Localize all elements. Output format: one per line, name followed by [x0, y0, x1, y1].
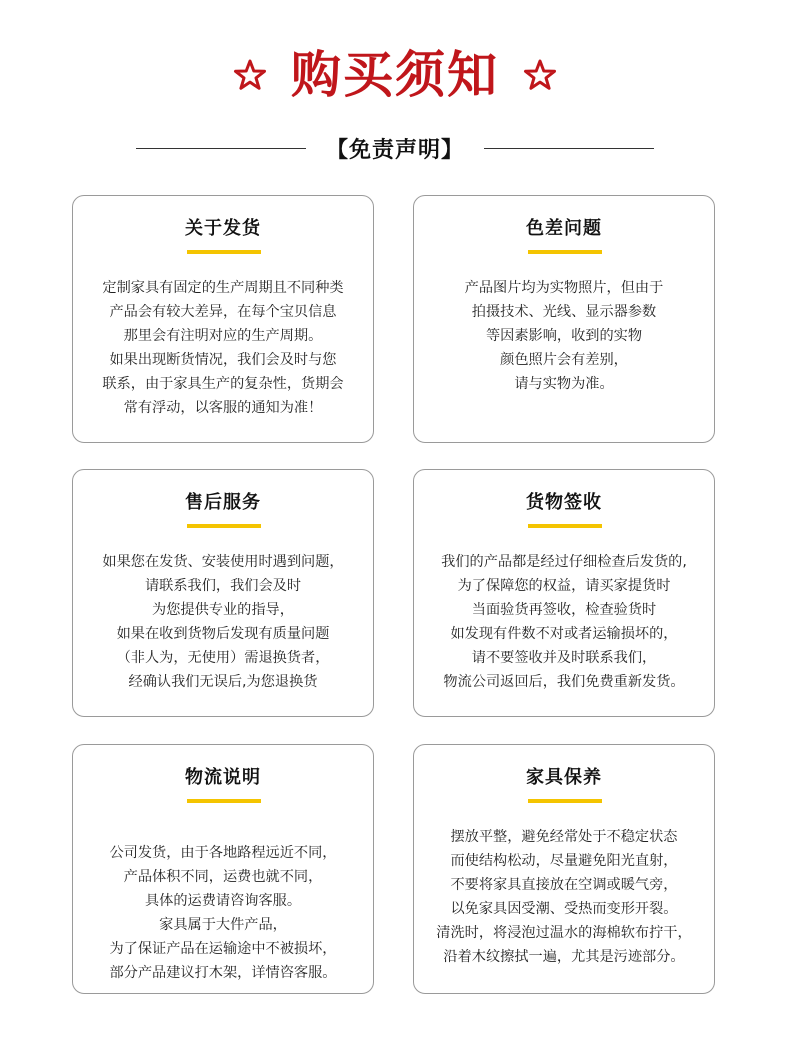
card-title: 家具保养	[526, 767, 602, 788]
card-line: 颜色照片会有差别，	[500, 352, 628, 368]
card-line: 部分产品建议打木架，详情咨客服。	[109, 965, 337, 981]
card-line: 请联系我们，我们会及时	[144, 578, 302, 594]
title-underline	[528, 799, 602, 803]
card-after-sales	[72, 469, 374, 717]
card-line: 沿着木纹擦拭一遍，尤其是污迹部分。	[443, 949, 685, 965]
card-line: 请不要签收并及时联系我们，	[471, 650, 657, 666]
divider-right	[484, 148, 654, 149]
card-line: 联系，由于家具生产的复杂性，货期会	[102, 376, 344, 392]
card-body	[79, 841, 367, 985]
page-title: 购买须知	[291, 46, 499, 104]
card-line: 产品体积不同，运费也就不同，	[123, 869, 323, 885]
section-subtitle: 【免责声明】	[325, 137, 464, 163]
card-line: 摆放平整，避免经常处于不稳定状态	[450, 829, 678, 845]
card-line: 经确认我们无误后,为您退换货	[128, 674, 318, 690]
card-body	[79, 276, 367, 420]
card-line: 家具属于大件产品，	[159, 917, 287, 933]
title-underline	[528, 250, 602, 254]
card-line: 如果您在发货、安装使用时遇到问题，	[102, 554, 344, 570]
card-body	[79, 550, 367, 694]
title-underline	[187, 250, 261, 254]
card-line: 我们的产品都是经过仔细检查后发货的,	[441, 554, 687, 570]
card-line: （非人为，无使用）需退换货者，	[116, 650, 330, 666]
card-title: 货物签收	[526, 492, 602, 513]
card-line: 以免家具因受潮、受热而变形开裂。	[450, 901, 678, 917]
card-logistics	[72, 744, 374, 994]
title-row	[0, 40, 790, 110]
title-underline	[187, 799, 261, 803]
subtitle-row	[0, 128, 790, 168]
card-shipping	[72, 195, 374, 443]
card-body	[420, 550, 708, 694]
card-body	[420, 825, 708, 969]
card-line: 为了保障您的权益，请买家提货时	[457, 578, 671, 594]
card-line: 物流公司返回后，我们免费重新发货。	[443, 674, 685, 690]
card-line: 常有浮动，以客服的通知为准！	[123, 400, 323, 416]
card-furniture-care	[413, 744, 715, 994]
card-line: 定制家具有固定的生产周期且不同种类	[102, 280, 344, 296]
card-line: 而使结构松动，尽量避免阳光直射，	[450, 853, 678, 869]
star-outline-icon	[523, 58, 557, 92]
card-line: 公司发货，由于各地路程远近不同，	[109, 845, 337, 861]
card-line: 如果出现断货情况，我们会及时与您	[109, 352, 337, 368]
card-line: 那里会有注明对应的生产周期。	[123, 328, 323, 344]
card-line: 不要将家具直接放在空调或暖气旁，	[450, 877, 678, 893]
card-body	[420, 276, 708, 396]
card-title: 物流说明	[185, 767, 261, 788]
star-outline-icon	[233, 58, 267, 92]
card-line: 拍摄技术、光线、显示器参数	[471, 304, 657, 320]
card-line: 为您提供专业的指导，	[152, 602, 294, 618]
card-line: 产品会有较大差异，在每个宝贝信息	[109, 304, 337, 320]
title-underline	[528, 524, 602, 528]
card-color-difference	[413, 195, 715, 443]
title-underline	[187, 524, 261, 528]
card-line: 如果在收到货物后发现有质量问题	[116, 626, 330, 642]
card-line: 为了保证产品在运输途中不被损坏，	[109, 941, 337, 957]
card-goods-receipt	[413, 469, 715, 717]
card-line: 产品图片均为实物照片，但由于	[464, 280, 664, 296]
card-line: 等因素影响，收到的实物	[485, 328, 643, 344]
card-line: 清洗时，将浸泡过温水的海棉软布拧干，	[436, 925, 692, 941]
card-line: 请与实物为准。	[514, 376, 614, 392]
divider-left	[136, 148, 306, 149]
card-title: 售后服务	[185, 492, 261, 513]
card-line: 如发现有件数不对或者运输损坏的，	[450, 626, 678, 642]
card-line: 具体的运费请咨询客服。	[144, 893, 302, 909]
card-line: 当面验货再签收，检查验货时	[471, 602, 657, 618]
card-title: 色差问题	[526, 218, 602, 239]
card-title: 关于发货	[185, 218, 261, 239]
